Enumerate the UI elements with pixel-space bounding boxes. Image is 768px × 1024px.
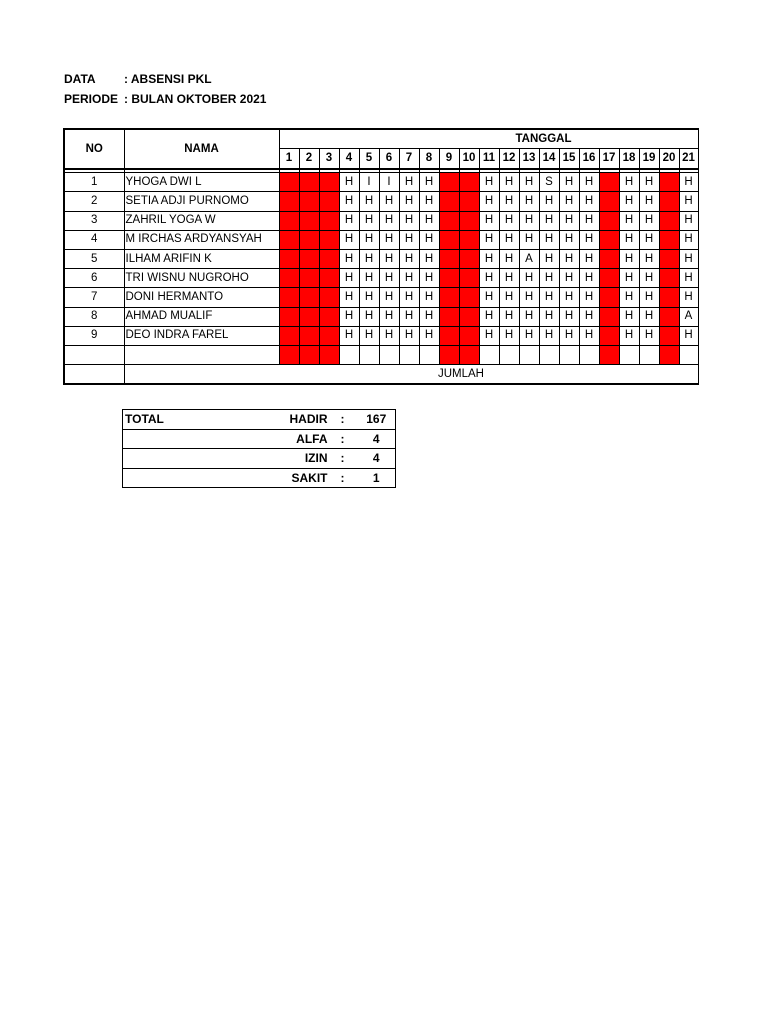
- attendance-cell: H: [419, 269, 439, 288]
- holiday-cell: [279, 230, 299, 249]
- meta-periode-line: [64, 92, 266, 106]
- attendance-cell: A: [519, 249, 539, 268]
- attendance-cell: H: [419, 211, 439, 230]
- attendance-cell: H: [559, 211, 579, 230]
- attendance-cell: H: [399, 230, 419, 249]
- totals-sep: :: [328, 429, 358, 449]
- table-row: [64, 288, 698, 307]
- attendance-cell: H: [479, 307, 499, 326]
- attendance-cell: H: [339, 288, 359, 307]
- attendance-cell: H: [379, 326, 399, 345]
- holiday-cell: [279, 307, 299, 326]
- totals-table: [122, 409, 396, 488]
- holiday-cell: [439, 288, 459, 307]
- holiday-cell: [299, 192, 319, 211]
- holiday-cell: [459, 192, 479, 211]
- attendance-cell: H: [639, 192, 659, 211]
- day-header: 3: [319, 149, 339, 170]
- totals-label: IZIN: [278, 449, 328, 469]
- row-no: 9: [64, 326, 124, 345]
- attendance-cell: H: [499, 211, 519, 230]
- totals-sep: :: [328, 449, 358, 469]
- attendance-cell: H: [679, 249, 698, 268]
- attendance-cell: H: [539, 230, 559, 249]
- attendance-cell: H: [339, 230, 359, 249]
- attendance-cell: H: [619, 269, 639, 288]
- attendance-cell: [539, 345, 559, 364]
- attendance-cell: H: [539, 211, 559, 230]
- attendance-cell: H: [579, 269, 599, 288]
- totals-blank: [123, 468, 278, 488]
- attendance-cell: [359, 345, 379, 364]
- attendance-cell: H: [419, 326, 439, 345]
- totals-value: 4: [358, 429, 396, 449]
- attendance-cell: H: [579, 307, 599, 326]
- holiday-cell: [659, 307, 679, 326]
- holiday-cell: [299, 173, 319, 192]
- row-nama: AHMAD MUALIF: [124, 307, 279, 326]
- attendance-cell: H: [519, 288, 539, 307]
- totals-row: [123, 449, 396, 469]
- attendance-cell: H: [359, 211, 379, 230]
- attendance-cell: H: [479, 249, 499, 268]
- attendance-cell: H: [379, 307, 399, 326]
- attendance-cell: H: [479, 269, 499, 288]
- attendance-table: [63, 128, 699, 385]
- day-header: 6: [379, 149, 399, 170]
- day-header: 14: [539, 149, 559, 170]
- holiday-cell: [319, 173, 339, 192]
- attendance-cell: H: [559, 192, 579, 211]
- attendance-cell: H: [519, 326, 539, 345]
- row-nama: ZAHRIL YOGA W: [124, 211, 279, 230]
- attendance-cell: H: [399, 249, 419, 268]
- attendance-cell: H: [359, 326, 379, 345]
- holiday-cell: [439, 326, 459, 345]
- holiday-cell: [599, 326, 619, 345]
- attendance-cell: H: [559, 173, 579, 192]
- attendance-cell: H: [639, 326, 659, 345]
- holiday-cell: [659, 192, 679, 211]
- table-row: [64, 192, 698, 211]
- totals-label: ALFA: [278, 429, 328, 449]
- holiday-cell: [299, 211, 319, 230]
- totals-sep: :: [328, 468, 358, 488]
- meta-data-line: [64, 72, 212, 86]
- day-header: 4: [339, 149, 359, 170]
- attendance-cell: H: [539, 307, 559, 326]
- totals-value: 167: [358, 410, 396, 430]
- row-no: 6: [64, 269, 124, 288]
- totals-row: [123, 410, 396, 430]
- attendance-cell: [579, 345, 599, 364]
- holiday-cell: [659, 269, 679, 288]
- attendance-cell: H: [619, 192, 639, 211]
- periode-value: : BULAN OKTOBER 2021: [124, 92, 267, 106]
- attendance-cell: H: [379, 192, 399, 211]
- attendance-cell: H: [359, 249, 379, 268]
- holiday-cell: [599, 307, 619, 326]
- attendance-cell: H: [399, 326, 419, 345]
- holiday-cell: [659, 288, 679, 307]
- holiday-cell: [459, 345, 479, 364]
- attendance-cell: H: [499, 288, 519, 307]
- attendance-cell: H: [479, 173, 499, 192]
- attendance-cell: H: [539, 192, 559, 211]
- holiday-cell: [319, 326, 339, 345]
- empty-row: [64, 345, 698, 364]
- table-row: [64, 249, 698, 268]
- attendance-cell: H: [419, 230, 439, 249]
- attendance-cell: H: [379, 288, 399, 307]
- holiday-cell: [659, 173, 679, 192]
- attendance-cell: H: [419, 173, 439, 192]
- holiday-cell: [459, 326, 479, 345]
- attendance-cell: H: [399, 192, 419, 211]
- holiday-cell: [599, 211, 619, 230]
- attendance-cell: H: [379, 211, 399, 230]
- attendance-cell: [419, 345, 439, 364]
- attendance-cell: H: [519, 230, 539, 249]
- row-no: 5: [64, 249, 124, 268]
- holiday-cell: [599, 288, 619, 307]
- attendance-cell: H: [579, 249, 599, 268]
- day-header: 18: [619, 149, 639, 170]
- attendance-cell: H: [679, 269, 698, 288]
- attendance-cell: H: [339, 173, 359, 192]
- holiday-cell: [319, 230, 339, 249]
- attendance-cell: H: [639, 307, 659, 326]
- holiday-cell: [279, 173, 299, 192]
- attendance-cell: H: [479, 192, 499, 211]
- attendance-cell: H: [559, 230, 579, 249]
- holiday-cell: [439, 173, 459, 192]
- attendance-cell: [499, 345, 519, 364]
- attendance-cell: [339, 345, 359, 364]
- holiday-cell: [299, 326, 319, 345]
- table-row: [64, 307, 698, 326]
- holiday-cell: [279, 345, 299, 364]
- row-nama: [124, 345, 279, 364]
- attendance-cell: H: [639, 173, 659, 192]
- totals-value: 4: [358, 449, 396, 469]
- attendance-cell: [679, 345, 698, 364]
- holiday-cell: [279, 192, 299, 211]
- holiday-cell: [319, 269, 339, 288]
- attendance-cell: H: [399, 288, 419, 307]
- attendance-cell: [399, 345, 419, 364]
- holiday-cell: [459, 249, 479, 268]
- holiday-cell: [459, 211, 479, 230]
- attendance-cell: H: [619, 230, 639, 249]
- attendance-cell: H: [639, 269, 659, 288]
- row-no: [64, 345, 124, 364]
- attendance-cell: H: [419, 307, 439, 326]
- day-header: 11: [479, 149, 499, 170]
- row-no: 3: [64, 211, 124, 230]
- holiday-cell: [599, 345, 619, 364]
- attendance-cell: H: [619, 307, 639, 326]
- attendance-cell: H: [679, 326, 698, 345]
- holiday-cell: [319, 192, 339, 211]
- attendance-cell: H: [399, 269, 419, 288]
- attendance-cell: H: [359, 269, 379, 288]
- totals-value: 1: [358, 468, 396, 488]
- holiday-cell: [279, 249, 299, 268]
- attendance-cell: H: [519, 269, 539, 288]
- attendance-cell: H: [499, 192, 519, 211]
- day-header: 19: [639, 149, 659, 170]
- attendance-cell: H: [379, 230, 399, 249]
- row-nama: DEO INDRA FAREL: [124, 326, 279, 345]
- holiday-cell: [299, 345, 319, 364]
- attendance-cell: H: [579, 173, 599, 192]
- attendance-cell: H: [519, 211, 539, 230]
- holiday-cell: [279, 269, 299, 288]
- attendance-cell: H: [679, 230, 698, 249]
- row-nama: DONI HERMANTO: [124, 288, 279, 307]
- attendance-cell: H: [539, 269, 559, 288]
- header-nama: NAMA: [124, 129, 279, 169]
- attendance-cell: H: [579, 211, 599, 230]
- holiday-cell: [459, 288, 479, 307]
- attendance-cell: H: [399, 173, 419, 192]
- attendance-cell: H: [619, 211, 639, 230]
- attendance-cell: H: [339, 269, 359, 288]
- attendance-cell: [619, 345, 639, 364]
- attendance-cell: H: [679, 173, 698, 192]
- holiday-cell: [599, 249, 619, 268]
- holiday-cell: [459, 230, 479, 249]
- attendance-cell: S: [539, 173, 559, 192]
- attendance-cell: H: [359, 230, 379, 249]
- attendance-cell: H: [539, 249, 559, 268]
- table-row: [64, 269, 698, 288]
- attendance-cell: [479, 345, 499, 364]
- attendance-cell: H: [499, 326, 519, 345]
- holiday-cell: [299, 288, 319, 307]
- attendance-body: [64, 169, 698, 384]
- holiday-cell: [319, 307, 339, 326]
- holiday-cell: [279, 326, 299, 345]
- attendance-cell: [379, 345, 399, 364]
- day-header: 5: [359, 149, 379, 170]
- attendance-cell: H: [619, 326, 639, 345]
- holiday-cell: [279, 288, 299, 307]
- holiday-cell: [659, 230, 679, 249]
- attendance-cell: H: [539, 326, 559, 345]
- day-header: 13: [519, 149, 539, 170]
- totals-title: TOTAL: [123, 410, 278, 430]
- attendance-cell: H: [339, 307, 359, 326]
- attendance-cell: H: [519, 307, 539, 326]
- attendance-cell: H: [419, 288, 439, 307]
- day-header: 20: [659, 149, 679, 170]
- row-no: 4: [64, 230, 124, 249]
- attendance-cell: H: [399, 307, 419, 326]
- attendance-cell: H: [479, 211, 499, 230]
- attendance-cell: H: [579, 230, 599, 249]
- holiday-cell: [319, 288, 339, 307]
- holiday-cell: [659, 211, 679, 230]
- row-nama: M IRCHAS ARDYANSYAH: [124, 230, 279, 249]
- periode-key: PERIODE: [64, 92, 119, 106]
- attendance-cell: H: [559, 326, 579, 345]
- attendance-cell: H: [679, 288, 698, 307]
- holiday-cell: [319, 345, 339, 364]
- table-row: [64, 211, 698, 230]
- holiday-cell: [659, 249, 679, 268]
- attendance-cell: H: [559, 288, 579, 307]
- totals-row: [123, 429, 396, 449]
- attendance-cell: [639, 345, 659, 364]
- attendance-cell: H: [639, 288, 659, 307]
- attendance-cell: H: [499, 249, 519, 268]
- attendance-cell: H: [339, 249, 359, 268]
- attendance-cell: H: [639, 249, 659, 268]
- attendance-cell: H: [639, 230, 659, 249]
- attendance-cell: H: [479, 326, 499, 345]
- day-header: 1: [279, 149, 299, 170]
- attendance-cell: H: [379, 249, 399, 268]
- holiday-cell: [439, 192, 459, 211]
- jumlah-label: JUMLAH: [124, 365, 698, 385]
- attendance-cell: H: [519, 173, 539, 192]
- attendance-cell: H: [559, 249, 579, 268]
- row-no: 8: [64, 307, 124, 326]
- holiday-cell: [599, 230, 619, 249]
- attendance-cell: I: [379, 173, 399, 192]
- day-header: 9: [439, 149, 459, 170]
- attendance-cell: I: [359, 173, 379, 192]
- attendance-cell: H: [479, 288, 499, 307]
- attendance-cell: H: [679, 192, 698, 211]
- holiday-cell: [459, 173, 479, 192]
- attendance-cell: H: [499, 173, 519, 192]
- attendance-cell: H: [399, 211, 419, 230]
- holiday-cell: [659, 326, 679, 345]
- row-nama: ILHAM ARIFIN K: [124, 249, 279, 268]
- attendance-cell: H: [559, 307, 579, 326]
- table-row: [64, 230, 698, 249]
- attendance-cell: H: [419, 249, 439, 268]
- day-header: 16: [579, 149, 599, 170]
- totals-row: [123, 468, 396, 488]
- attendance-cell: H: [339, 192, 359, 211]
- day-header: 7: [399, 149, 419, 170]
- attendance-cell: H: [339, 326, 359, 345]
- row-no: 7: [64, 288, 124, 307]
- attendance-cell: [559, 345, 579, 364]
- row-no: [64, 365, 124, 385]
- data-key: DATA: [64, 72, 96, 86]
- holiday-cell: [659, 345, 679, 364]
- attendance-cell: H: [499, 307, 519, 326]
- attendance-cell: H: [619, 288, 639, 307]
- holiday-cell: [439, 230, 459, 249]
- day-header: 10: [459, 149, 479, 170]
- attendance-cell: H: [579, 326, 599, 345]
- row-no: 1: [64, 173, 124, 192]
- jumlah-row: [64, 365, 698, 385]
- holiday-cell: [299, 307, 319, 326]
- attendance-cell: H: [359, 192, 379, 211]
- totals-sep: :: [328, 410, 358, 430]
- totals-label: SAKIT: [278, 468, 328, 488]
- attendance-cell: H: [479, 230, 499, 249]
- day-header: 12: [499, 149, 519, 170]
- header-no: NO: [64, 129, 124, 169]
- totals-blank: [123, 449, 278, 469]
- holiday-cell: [599, 269, 619, 288]
- holiday-cell: [319, 211, 339, 230]
- attendance-cell: H: [379, 269, 399, 288]
- attendance-cell: H: [619, 173, 639, 192]
- totals-blank: [123, 429, 278, 449]
- day-header: 8: [419, 149, 439, 170]
- data-value: : ABSENSI PKL: [124, 72, 212, 86]
- totals-label: HADIR: [278, 410, 328, 430]
- attendance-cell: H: [499, 269, 519, 288]
- attendance-cell: H: [579, 192, 599, 211]
- holiday-cell: [299, 249, 319, 268]
- attendance-cell: H: [339, 211, 359, 230]
- holiday-cell: [599, 173, 619, 192]
- attendance-cell: H: [359, 307, 379, 326]
- holiday-cell: [439, 269, 459, 288]
- holiday-cell: [439, 307, 459, 326]
- holiday-cell: [459, 307, 479, 326]
- attendance-cell: H: [619, 249, 639, 268]
- table-row: [64, 173, 698, 192]
- row-nama: SETIA ADJI PURNOMO: [124, 192, 279, 211]
- attendance-cell: H: [499, 230, 519, 249]
- holiday-cell: [299, 230, 319, 249]
- row-no: 2: [64, 192, 124, 211]
- holiday-cell: [279, 211, 299, 230]
- attendance-cell: H: [359, 288, 379, 307]
- holiday-cell: [439, 249, 459, 268]
- attendance-cell: H: [559, 269, 579, 288]
- day-header: 2: [299, 149, 319, 170]
- day-header: 21: [679, 149, 698, 170]
- row-nama: YHOGA DWI L: [124, 173, 279, 192]
- day-header: 17: [599, 149, 619, 170]
- header-tanggal: TANGGAL: [279, 129, 698, 149]
- holiday-cell: [299, 269, 319, 288]
- attendance-cell: H: [519, 192, 539, 211]
- table-row: [64, 326, 698, 345]
- holiday-cell: [599, 192, 619, 211]
- attendance-cell: H: [539, 288, 559, 307]
- holiday-cell: [459, 269, 479, 288]
- attendance-cell: [519, 345, 539, 364]
- holiday-cell: [439, 345, 459, 364]
- attendance-cell: H: [579, 288, 599, 307]
- day-header: 15: [559, 149, 579, 170]
- row-nama: TRI WISNU NUGROHO: [124, 269, 279, 288]
- attendance-cell: H: [679, 211, 698, 230]
- attendance-cell: A: [679, 307, 698, 326]
- holiday-cell: [439, 211, 459, 230]
- holiday-cell: [319, 249, 339, 268]
- attendance-cell: H: [639, 211, 659, 230]
- attendance-cell: H: [419, 192, 439, 211]
